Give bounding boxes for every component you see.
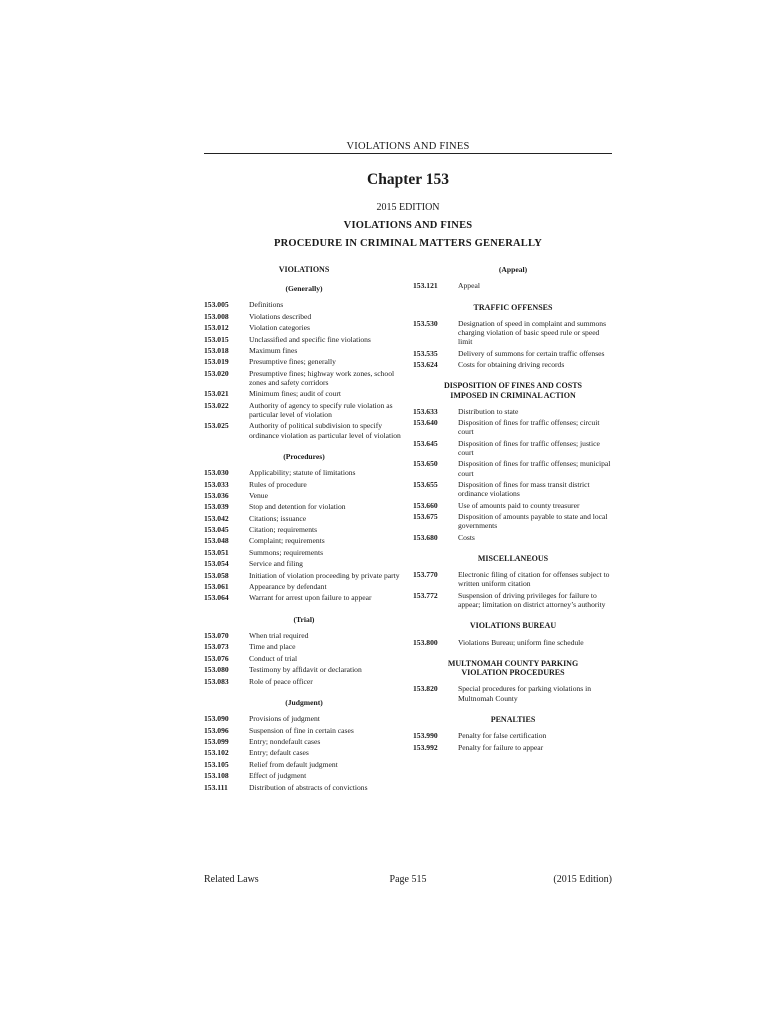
section-entry — [204, 335, 404, 344]
section-entry — [413, 349, 613, 358]
list-generally — [204, 300, 404, 439]
footer-page-number: Page 515 — [389, 874, 427, 885]
section-entry — [413, 418, 613, 436]
section-entry — [204, 726, 404, 735]
section-caption: Entry; default cases — [249, 748, 309, 758]
section-caption: Warrant for arrest upon failure to appear — [249, 593, 372, 603]
section-number: 153.080 — [204, 665, 229, 675]
section-caption: Summons; requirements — [249, 547, 324, 557]
section-caption: Relief from default judgment — [249, 759, 338, 769]
section-caption: Initiation of violation proceeding by private party — [249, 570, 400, 580]
section-number: 153.054 — [204, 559, 229, 569]
section-number: 153.030 — [204, 468, 229, 478]
section-entry — [204, 491, 404, 500]
section-number: 153.990 — [413, 731, 438, 741]
section-caption: Electronic filing of citation for offenses subject to written uniform citation — [458, 570, 610, 589]
section-number: 153.033 — [204, 479, 229, 489]
section-number: 153.820 — [413, 684, 438, 694]
section-entry — [204, 468, 404, 477]
section-number: 153.051 — [204, 547, 229, 557]
section-entry — [204, 514, 404, 523]
section-heading-parking-2: VIOLATION PROCEDURES — [461, 668, 565, 678]
section-caption: Appearance by defendant — [249, 582, 327, 592]
section-entry — [204, 642, 404, 651]
subheading-judgment: (Judgment) — [285, 697, 323, 707]
subheading-trial: (Trial) — [293, 614, 315, 624]
section-caption: When trial required — [249, 631, 309, 641]
section-number: 153.645 — [413, 438, 438, 448]
section-number: 153.070 — [204, 631, 229, 641]
section-number: 153.019 — [204, 357, 229, 367]
section-number: 153.108 — [204, 771, 229, 781]
section-entry — [204, 369, 404, 387]
section-entry — [204, 737, 404, 746]
section-entry — [204, 401, 404, 419]
section-caption: Applicability; statute of limitations — [249, 468, 356, 478]
section-number: 153.061 — [204, 582, 229, 592]
section-number: 153.045 — [204, 525, 229, 535]
section-caption: Minimum fines; audit of court — [249, 389, 341, 399]
section-caption: Disposition of fines for traffic offenses; municipal court — [458, 459, 611, 478]
section-number: 153.076 — [204, 653, 229, 663]
footer-edition: (2015 Edition) — [553, 874, 612, 885]
section-number: 153.640 — [413, 418, 438, 428]
section-entry — [204, 582, 404, 591]
section-entry — [413, 638, 613, 647]
section-caption: Authority of political subdivision to specify ordinance violation as particular level of violation — [249, 421, 401, 440]
section-caption: Suspension of driving privileges for failure to appear; limitation on district attorney’s authority — [458, 590, 606, 609]
section-entry — [413, 407, 613, 416]
section-number: 153.008 — [204, 311, 229, 321]
section-number: 153.048 — [204, 536, 229, 546]
section-caption: Delivery of summons for certain traffic offenses — [458, 348, 605, 358]
list-traffic — [413, 319, 613, 369]
section-number: 153.036 — [204, 490, 229, 500]
section-number: 153.675 — [413, 511, 438, 521]
section-entry — [413, 533, 613, 542]
section-number: 153.018 — [204, 345, 229, 355]
list-penalties — [413, 731, 613, 752]
section-caption: Presumptive fines; highway work zones, school zones and safety corridors — [249, 368, 395, 387]
section-caption: Violation categories — [249, 323, 310, 333]
title-line-1: VIOLATIONS AND FINES — [343, 220, 473, 231]
section-heading-bureau: VIOLATIONS BUREAU — [469, 621, 557, 631]
section-caption: Effect of judgment — [249, 771, 307, 781]
list-trial — [204, 631, 404, 686]
edition-label: 2015 EDITION — [376, 202, 440, 213]
section-number: 153.770 — [413, 570, 438, 580]
subheading-procedures: (Procedures) — [283, 451, 325, 461]
section-caption: Provisions of judgment — [249, 714, 320, 724]
section-entry — [204, 536, 404, 545]
section-number: 153.042 — [204, 513, 229, 523]
section-caption: Presumptive fines; generally — [249, 357, 336, 367]
section-entry — [204, 677, 404, 686]
section-entry — [204, 548, 404, 557]
section-entry — [204, 346, 404, 355]
section-heading-misc: MISCELLANEOUS — [477, 553, 549, 563]
subheading-appeal: (Appeal) — [498, 265, 528, 274]
section-caption: Distribution of abstracts of convictions — [249, 782, 368, 792]
section-number: 153.039 — [204, 502, 229, 512]
section-number: 153.064 — [204, 593, 229, 603]
list-judgment — [204, 714, 404, 792]
section-caption: Citations; issuance — [249, 513, 307, 523]
section-number: 153.083 — [204, 676, 229, 686]
section-number: 153.073 — [204, 642, 229, 652]
section-number: 153.096 — [204, 725, 229, 735]
section-caption: Disposition of fines for traffic offenses; justice court — [458, 438, 600, 457]
section-caption: Violations described — [249, 311, 312, 321]
section-caption: Time and place — [249, 642, 296, 652]
running-head: VIOLATIONS AND FINES — [346, 141, 470, 152]
section-entry — [413, 439, 613, 457]
section-number: 153.535 — [413, 348, 438, 358]
list-appeal — [413, 281, 613, 290]
section-entry — [204, 748, 404, 757]
section-caption: Service and filing — [249, 559, 303, 569]
section-entry — [204, 480, 404, 489]
section-number: 153.025 — [204, 421, 229, 431]
title-line-2: PROCEDURE IN CRIMINAL MATTERS GENERALLY — [273, 238, 542, 249]
list-disposition — [413, 407, 613, 542]
section-number: 153.012 — [204, 323, 229, 333]
section-caption: Conduct of trial — [249, 653, 298, 663]
footer-left: Related Laws — [204, 874, 259, 885]
section-caption: Costs for obtaining driving records — [458, 359, 565, 369]
section-number: 153.992 — [413, 742, 438, 752]
section-entry — [204, 654, 404, 663]
section-number: 153.090 — [204, 714, 229, 724]
section-entry — [204, 714, 404, 723]
section-number: 153.800 — [413, 637, 438, 647]
section-number: 153.058 — [204, 570, 229, 580]
section-caption: Disposition of amounts payable to state and local governments — [458, 511, 608, 531]
section-entry — [413, 459, 613, 477]
section-caption: Stop and detention for violation — [249, 502, 346, 512]
section-entry — [204, 389, 404, 398]
section-caption: Suspension of fine in certain cases — [249, 725, 354, 735]
section-caption: Penalty for failure to appear — [458, 742, 544, 752]
left-column — [204, 265, 404, 794]
section-number: 153.015 — [204, 334, 229, 344]
section-heading-traffic: TRAFFIC OFFENSES — [473, 302, 553, 312]
list-procedures — [204, 468, 404, 603]
section-caption: Costs — [458, 532, 475, 542]
section-caption: Authority of agency to specify rule violation as particular level of violation — [249, 400, 393, 419]
section-entry — [413, 591, 613, 609]
section-caption: Disposition of fines for traffic offenses; circuit court — [458, 418, 600, 437]
section-entry — [204, 357, 404, 366]
section-number: 153.020 — [204, 368, 229, 378]
section-entry — [204, 323, 404, 332]
section-entry — [413, 684, 613, 702]
section-caption: Venue — [249, 490, 268, 500]
section-heading-disposition-2: IMPOSED IN CRIMINAL ACTION — [450, 390, 576, 400]
section-caption: Complaint; requirements — [249, 536, 325, 546]
section-caption: Penalty for false certification — [458, 731, 547, 741]
section-entry — [413, 501, 613, 510]
section-caption: Distribution to state — [458, 406, 519, 416]
section-number: 153.655 — [413, 479, 438, 489]
section-entry — [413, 281, 613, 290]
section-number: 153.633 — [413, 406, 438, 416]
list-misc — [413, 570, 613, 609]
section-caption: Designation of speed in complaint and summons charging violation of basic speed rule or speed limit — [458, 318, 607, 347]
section-heading-disposition-1: DISPOSITION OF FINES AND COSTS — [444, 381, 582, 391]
list-bureau — [413, 638, 613, 647]
section-entry — [204, 571, 404, 580]
chapter-title: Chapter 153 — [367, 171, 449, 188]
section-caption: Special procedures for parking violations in Multnomah County — [458, 684, 592, 703]
section-heading-penalties: PENALTIES — [490, 714, 536, 724]
section-number: 153.105 — [204, 759, 229, 769]
section-number: 153.680 — [413, 532, 438, 542]
section-entry — [413, 480, 613, 498]
section-entry — [413, 360, 613, 369]
section-number: 153.022 — [204, 400, 229, 410]
section-entry — [413, 731, 613, 740]
section-caption: Use of amounts paid to county treasurer — [458, 500, 580, 510]
section-number: 153.005 — [204, 300, 229, 310]
section-entry — [204, 312, 404, 321]
section-caption: Entry; nondefault cases — [249, 736, 321, 746]
right-column — [413, 265, 613, 754]
section-caption: Rules of procedure — [249, 479, 307, 489]
section-number: 153.021 — [204, 389, 229, 399]
section-entry — [204, 525, 404, 534]
section-entry — [204, 631, 404, 640]
section-entry — [204, 760, 404, 769]
section-number: 153.099 — [204, 736, 229, 746]
section-entry — [413, 319, 613, 347]
section-number: 153.624 — [413, 359, 438, 369]
section-number: 153.102 — [204, 748, 229, 758]
section-caption: Disposition of fines for mass transit district ordinance violations — [458, 479, 590, 499]
section-entry — [204, 593, 404, 602]
section-entry — [204, 300, 404, 309]
section-caption: Violations Bureau; uniform fine schedule — [458, 637, 584, 647]
header-rule — [204, 153, 612, 154]
section-caption: Maximum fines — [249, 345, 298, 355]
section-entry — [413, 512, 613, 530]
section-number: 153.121 — [413, 281, 438, 291]
subheading-generally: (Generally) — [285, 284, 323, 294]
section-entry — [204, 771, 404, 780]
section-number: 153.650 — [413, 459, 438, 469]
section-number: 153.111 — [204, 782, 228, 792]
section-number: 153.660 — [413, 500, 438, 510]
section-number: 153.530 — [413, 318, 438, 328]
section-entry — [204, 559, 404, 568]
section-heading-parking-1: MULTNOMAH COUNTY PARKING — [447, 658, 579, 668]
section-number: 153.772 — [413, 590, 438, 600]
section-entry — [204, 665, 404, 674]
section-caption: Role of peace officer — [249, 676, 313, 686]
section-caption: Citation; requirements — [249, 525, 318, 535]
section-entry — [204, 421, 404, 439]
section-caption: Unclassified and specific fine violations — [249, 334, 371, 344]
section-entry — [413, 570, 613, 588]
section-caption: Definitions — [249, 300, 284, 310]
section-caption: Testimony by affidavit or declaration — [249, 665, 362, 675]
list-parking — [413, 684, 613, 702]
section-entry — [413, 743, 613, 752]
section-entry — [204, 502, 404, 511]
section-heading-violations: VIOLATIONS — [278, 265, 330, 274]
section-entry — [204, 783, 404, 792]
section-caption: Appeal — [458, 281, 480, 291]
